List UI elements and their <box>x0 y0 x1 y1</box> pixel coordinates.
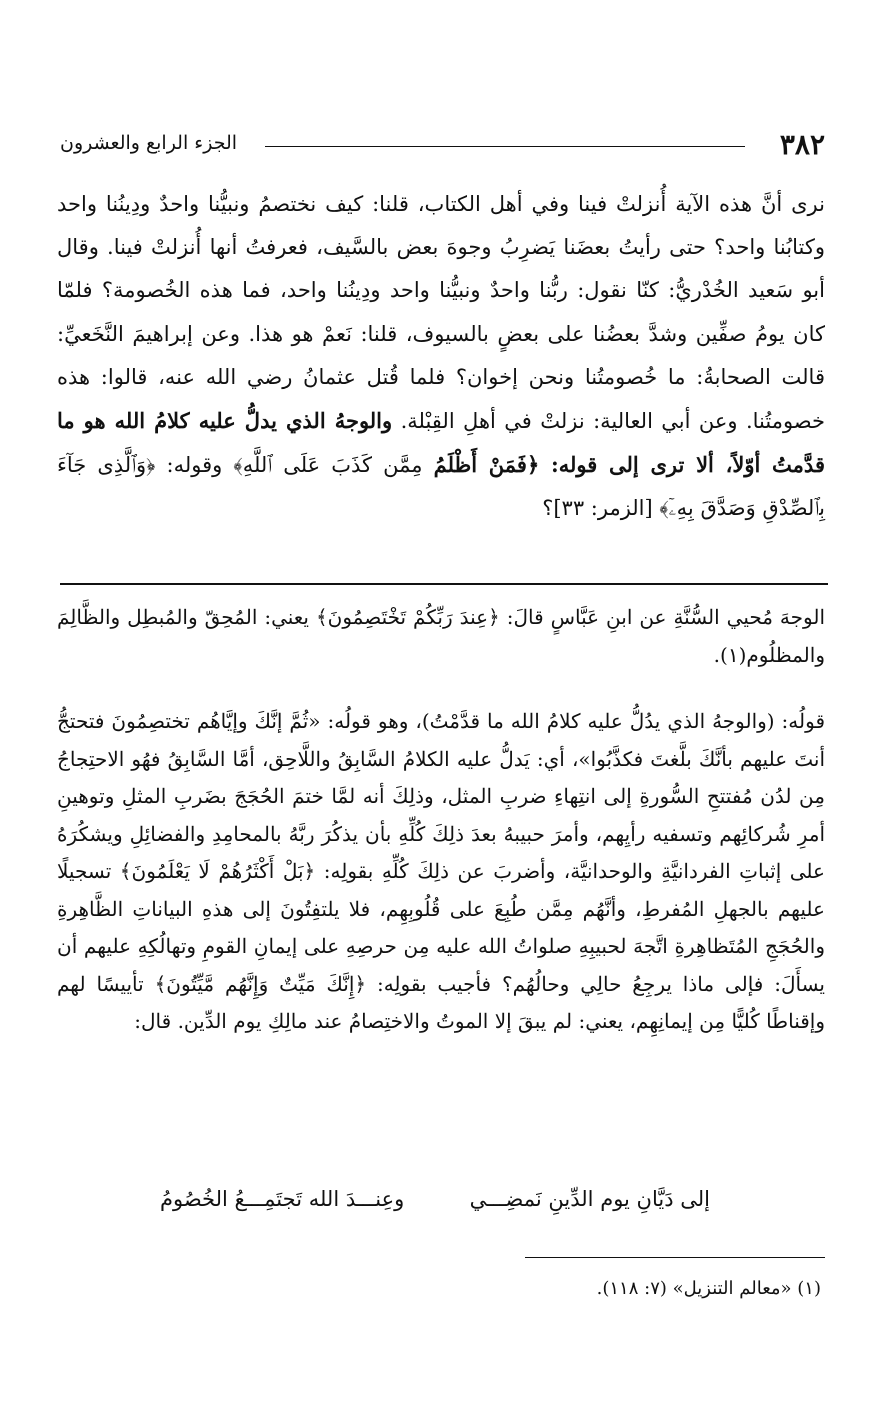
main-divider <box>60 583 828 585</box>
commentary-paragraph-2 <box>57 703 825 1041</box>
header-rule <box>265 146 745 147</box>
text-line: الموتُ والاختِصامُ عند مالِكِ يوم الدِّين. قال: <box>134 1009 489 1033</box>
text-line: ذلِكَ كُلِّهِ بقولِه: ﴿بَلْ أَكْثَرُهُمْ لَا يَعْلَمُونَ﴾ تسجيلًا عليهم بالجهلِ المُفرطِ، وأنَّهُم مِمَّن طُبِعَ على <box>57 859 825 921</box>
text-line-bold: والوجهُ الذي يدلُّ عليه كلامُ الله هو ما قدَّمتُ أوّلاً، ألا ترى إلى قوله: ﴿فَمَنْ أَظْلَمُ <box>57 408 825 478</box>
text-line: هو هذا. وعن إبراهيمَ النَّخَعيِّ: قالت الصحابةُ: ما خُصومتُنا ونحن إخوان؟ فلما <box>57 321 825 389</box>
text-line: فأجيب بقولِه: ﴿إِنَّكَ مَيِّتٌ وَإِنَّهُم مَّيِّتُونَ﴾ تأييسًا لهم وإقناطًا كُليًّا مِن إيمانِهِم، يعني: لم يبقَ إلا <box>57 971 825 1033</box>
text-line: نرى أنَّ هذه الآية أُنزلتْ فينا وفي أهل الكتاب، قلنا: كيف نختصمُ ونبيُّنا واحدٌ ودِينُنا <box>105 192 825 216</box>
text-line: مِمَّن كَذَبَ عَلَى ٱللَّهِ﴾ وقوله: ﴿وَٱلَّذِى جَآءَ بِٱلصِّدْقِ وَصَدَّقَ بِهِۦٓ﴾ [الزمر: ٣٣]؟ <box>57 453 825 521</box>
text-line: عليه مِن حرصِهِ على إيمانِ القومِ وتهالُكِهِ عليهم أن يسأَلَ: فإلى ماذا يرجِعُ حالِي وحالُهُم؟ <box>57 934 825 996</box>
page-number: ٣٨٢ <box>779 128 825 161</box>
matn-text <box>57 183 825 531</box>
footnote-divider <box>525 1257 825 1258</box>
text-line: ختمَ الحُجَجَ بضَربِ المثلِ وتوهينِ أمرِ شُركائِهم وتسفيه رأيِهم، وأمرَ حبيبهُ بعدَ ذلِكَ كُلِّهِ <box>57 784 826 846</box>
text-line: أمَّا السَّابِقُ فهُو الاحتِجاجُ مِن لدُن مُفتتحِ السُّورةِ إلى انتِهاءِ ضربِ المثل، وذلِكَ أنه لمَّا <box>57 746 825 808</box>
text-line: قولُه: (والوجهُ الذي يدُلُّ عليه كلامُ الله ما قدَّمْتُ)، وهو قولُه: «ثُمَّ إنَّكَ وإيَّاهُم <box>196 709 826 733</box>
text-line: قُتل عثمانُ رضي الله عنه، قالوا: هذه خصومتُنا. وعن أبي العالية: نزلتْ في أهلِ القِبْلة. <box>57 364 825 434</box>
text-line: الوجهَ مُحيي السُّنَّةِ عن ابنِ عَبَّاسٍ قالَ: ﴿عِندَ رَبِّكُمْ تَخْتَصِمُونَ﴾ يعني: المُحِقّ والمُبطِل <box>127 605 825 629</box>
text-line: واحد وكتابُنا واحد؟ حتى رأيتُ بعضَنا يَضرِبُ وجوهَ بعض بالسَّيف، فعرفتُ أنها <box>57 192 825 260</box>
page-header <box>60 128 825 162</box>
commentary-paragraph-1 <box>57 598 825 674</box>
text-line: تختصِمُونَ فتحتجُّ أنتَ عليهم بأنَّكَ بلَّغتَ فكذَّبُوا»، أي: يَدلُّ عليه الكلامُ السَّابِقُ واللَّاحِق، <box>57 709 825 771</box>
text-line: قُلُوبِهِم، فلا يلتفِتُونَ إلى هذهِ البياناتِ الظَّاهِرةِ والحُجَجِ المُتَظاهِرةِ اتَّجهَ لحبيبِهِ صلواتُ الله <box>57 896 825 958</box>
poetry-verse <box>100 1187 740 1227</box>
text-line: فما هذه الخُصومة؟ فلمّا كان يومُ صفِّين وشدَّ بعضُنا على بعضٍ بالسيوف، قلنا: نَعمْ <box>57 278 825 346</box>
text-line: بأن يذكُرَ ربَّهُ بالمحامِدِ والفضائِلِ ويشكُرَهُ على إثباتِ الفردانيَّةِ والوحدانيَّة، وأضربَ عن <box>57 821 825 883</box>
running-title: الجزء الرابع والعشرون <box>60 132 238 154</box>
verse-first-hemistich: إلى دَيَّانِ يوم الدِّينِ نَمضِـــي <box>469 1187 710 1211</box>
verse-second-hemistich: وعِنـــدَ الله تَجتَمِـــعُ الخُصُومُ <box>160 1187 405 1211</box>
text-line: أُنزلتْ فينا. وقال أبو سَعيد الخُدْريُّ: كنّا نقول: ربُّنا واحدٌ ونبيُّنا واحد ودِينُنا واحد، <box>57 235 825 303</box>
text-line: والظَّالِمَ والمظلُوم(١). <box>57 605 825 667</box>
footnote: (١) «معالم التنزيل» (٧: ١١٨). <box>596 1278 821 1299</box>
